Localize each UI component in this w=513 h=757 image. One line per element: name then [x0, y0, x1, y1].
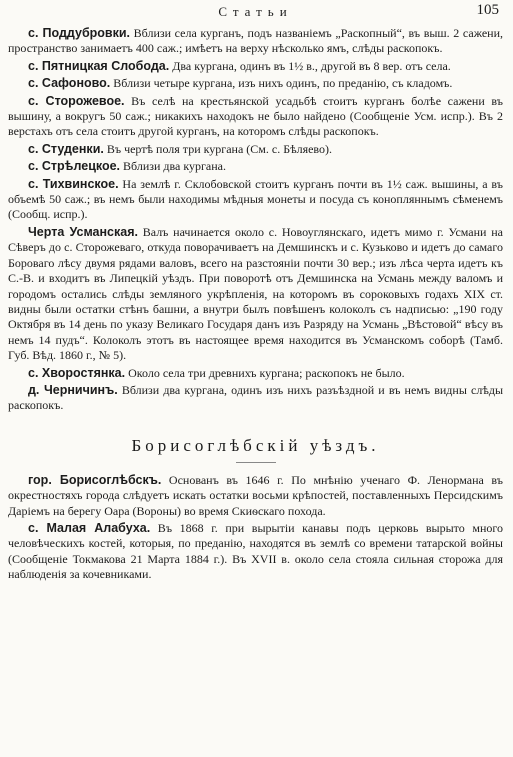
entry-text: Около села три древнихъ кургана; раскопокъ не было.	[125, 365, 405, 380]
section-heading	[8, 436, 503, 463]
entries-top	[8, 26, 503, 414]
entry	[8, 76, 503, 91]
entry	[8, 159, 503, 174]
entry	[8, 26, 503, 57]
entry	[8, 225, 503, 364]
section-heading-text: Борисоглѣбскій уѣздъ.	[131, 435, 380, 455]
page-number: 105	[476, 2, 499, 18]
entry-text: Вблизи села курганъ, подъ названіемъ „Раскопный“, въ выш. 2 сажени, пространство занимаетъ 400 саж.; имѣетъ на верху нѣсколько ямъ, слѣды раскопокъ.	[8, 26, 504, 56]
entry-term: с. Стрѣлецкое.	[28, 159, 121, 174]
running-head	[8, 0, 503, 26]
entry	[8, 59, 503, 74]
entry-term: д. Черничинъ.	[28, 382, 118, 397]
entry	[8, 94, 503, 140]
entries-bottom	[8, 473, 503, 583]
entry-text: Основанъ въ 1646 г. По мнѣнію ученаго Ф. Ленормана въ окрестностяхъ города слѣдуетъ искать остатки восьми крѣпостей, поставленныхъ Персидскимъ Даріемъ на берегу Оара (Вороны) во время Скиѳскаго похода.	[8, 472, 503, 518]
entry-term: с. Тихвинское.	[28, 176, 119, 191]
entry	[8, 383, 503, 414]
entry-term: с. Малая Алабуха.	[28, 520, 151, 535]
entry	[8, 177, 503, 223]
entry-text: Въ селѣ на крестьянской усадьбѣ стоитъ курганъ болѣе сажени въ вышину, а вокругъ 50 саж.; никакихъ находокъ не было найдено (Сообщеніе Усм. испр.). Въ 2 верстахъ отъ села стоитъ другой курганъ, на которомъ слѣды раскопокъ.	[8, 93, 503, 139]
entry-text: Два кургана, одинъ въ 1½ в., другой въ 8 вер. отъ села.	[169, 58, 451, 73]
entry	[8, 142, 503, 157]
running-title: Статьи	[218, 4, 293, 19]
entry-term: с. Хворостянка.	[28, 365, 126, 380]
entry	[8, 521, 503, 583]
entry-term: с. Сафоново.	[28, 76, 111, 91]
entry-text: Вблизи два кургана, одинъ изъ нихъ разъѣздной и въ немъ видны слѣды раскопокъ.	[8, 382, 503, 413]
entry-term: с. Поддубровки.	[28, 26, 131, 40]
entry-text: Валъ начинается около с. Новоуглянскаго, идетъ мимо г. Усмани на Сѣверъ до с. Сторожеваго, откуда поворачиваетъ на Демшинскъ и с. Кузьково и идетъ до самаго Бороваго лѣсу двумя рядами валовъ, всего на разстояніи почти 30 вер.; изъ лѣса черта идетъ къ С.-В. и входитъ въ Липецкій уѣздъ. При поворотѣ отъ Демшинска на Усмань между валомъ и городомъ остались слѣды земляного укрѣпленія, на которомъ въ сороковыхъ годахъ XIX ст. видны были остатки стѣнъ башни, а внутри былъ повѣшенъ колоколъ съ надписью: „190 году Октября въ 14 день по указу Великаго Государя данъ изъ Разряду на Усмань „Вѣстовой“ вѣсу въ немъ 14 пудъ“. Колоколъ этотъ въ настоящее время находится въ Усманскомъ соборѣ (Тамб. Губ. Вѣд. 1860 г., № 5).	[8, 224, 504, 363]
heading-rule	[236, 462, 276, 463]
entry-term: с. Студенки.	[28, 141, 104, 156]
entry	[8, 473, 503, 519]
entry-text: Вблизи два кургана.	[120, 159, 227, 174]
entry-text: На землѣ г. Склобовской стоитъ курганъ почти въ 1½ саж. вышины, а въ объемѣ 50 саж.; въ немъ были находимы мѣдныя монеты и посуда съ конопляннымъ сѣменемъ (Сообщ. испр.).	[8, 176, 503, 222]
entry	[8, 366, 503, 381]
entry-text: Въ чертѣ поля три кургана (См. с. Бѣляево).	[103, 141, 333, 156]
entry-term: Черта Усманская.	[28, 224, 138, 239]
entry-text: Вблизи четыре кургана, изъ нихъ одинъ, по преданію, съ кладомъ.	[110, 76, 453, 91]
entry-text: Въ 1868 г. при вырытіи канавы подъ церковь вырыто много человѣческихъ костей, которыя, по преданію, находятся въ землѣ со времени татарской войны (Сообщеніе Токмакова 21 Марта 1884 г.). Въ XVII в. около села стояла сильная сторожа для наблюденія за кочевниками.	[8, 520, 504, 582]
entry-term: с. Сторожевое.	[28, 93, 125, 108]
entry-term: гор. Борисоглѣбскъ.	[28, 472, 162, 487]
entry-term: с. Пятницкая Слобода.	[28, 58, 170, 73]
